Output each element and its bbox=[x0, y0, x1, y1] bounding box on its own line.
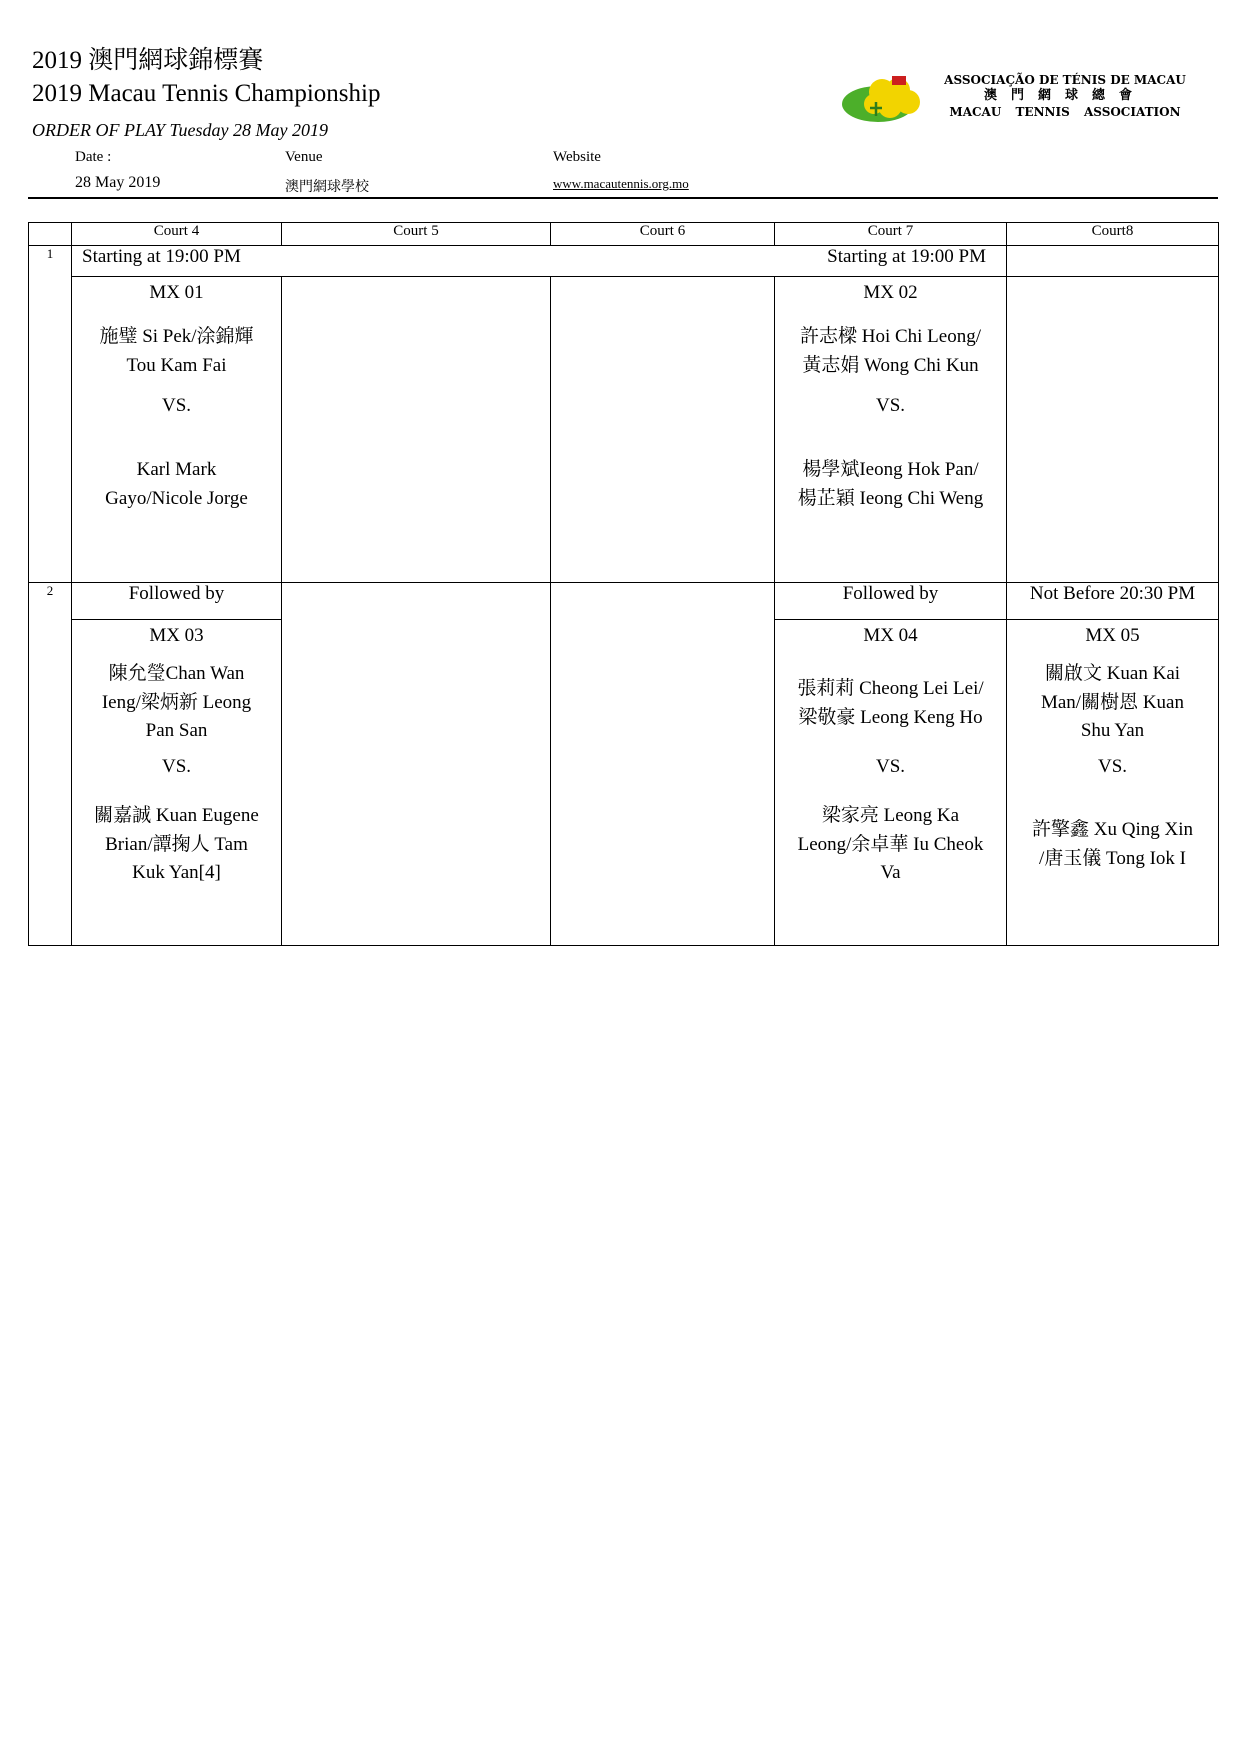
court-6-empty-cell bbox=[551, 583, 775, 946]
team1-line2: 黃志娟 Wong Chi Kun bbox=[802, 355, 979, 376]
match-code: MX 03 bbox=[149, 625, 204, 646]
team1-line1: 施璧 Si Pek/涂錦輝 bbox=[99, 326, 254, 347]
team1-line2: 梁敬豪 Leong Keng Ho bbox=[798, 707, 983, 728]
order-of-play-heading: ORDER OF PLAY Tuesday 28 May 2019 bbox=[32, 120, 328, 140]
versus-label: VS. bbox=[161, 756, 192, 777]
team2-line1: Karl Mark bbox=[136, 459, 217, 480]
court-8-not-before: Not Before 20:30 PM bbox=[1007, 583, 1219, 620]
versus-label: VS. bbox=[161, 395, 192, 416]
venue-label: Venue bbox=[285, 149, 323, 165]
team1-line1: 關啟文 Kuan Kai bbox=[1044, 663, 1181, 684]
team1-line1: 張莉莉 Cheong Lei Lei/ bbox=[797, 678, 984, 699]
association-logo-icon bbox=[838, 68, 938, 124]
date-label: Date : bbox=[75, 149, 112, 165]
row-1-matches bbox=[29, 277, 1219, 583]
match-cell-mx05 bbox=[1007, 620, 1219, 946]
match-cell-mx01 bbox=[72, 277, 282, 583]
match-code: MX 02 bbox=[863, 282, 918, 303]
match-cell-mx04 bbox=[775, 620, 1007, 946]
association-name-en: MACAU TENNIS ASSOCIATION bbox=[949, 105, 1181, 119]
team2-line3: Kuk Yan[4] bbox=[132, 862, 221, 883]
order-of-play-table bbox=[28, 222, 1219, 946]
versus-label: VS. bbox=[875, 395, 906, 416]
website-link[interactable]: www.macautennis.org.mo bbox=[553, 176, 689, 191]
team2-line2: /唐玉儀 Tong Iok I bbox=[1039, 848, 1186, 869]
team2-line3: Va bbox=[880, 862, 901, 883]
match-code: MX 05 bbox=[1085, 625, 1140, 646]
team2-line1: 許擎鑫 Xu Qing Xin bbox=[1032, 819, 1193, 840]
team2-line1: 關嘉誠 Kuan Eugene bbox=[94, 805, 259, 826]
court-7-header: Court 7 bbox=[775, 223, 1007, 246]
team1-line1: 許志樑 Hoi Chi Leong/ bbox=[799, 326, 982, 347]
team1-line2: Man/關樹恩 Kuan bbox=[1040, 692, 1184, 713]
court-8-header: Court8 bbox=[1007, 223, 1219, 246]
team1-line1: 陳允瑩Chan Wan bbox=[108, 663, 245, 684]
match-code: MX 04 bbox=[863, 625, 918, 646]
row-1-start-bar bbox=[72, 246, 1007, 277]
team2-line2: Brian/譚掬人 Tam bbox=[105, 834, 248, 855]
association-name bbox=[940, 72, 1190, 120]
court-8-empty-cell bbox=[1007, 277, 1219, 583]
team2-line1: 楊學斌Ieong Hok Pan/ bbox=[802, 459, 979, 480]
court-5-header: Court 5 bbox=[282, 223, 551, 246]
team1-line2: Tou Kam Fai bbox=[126, 355, 227, 376]
row-2-bar bbox=[29, 583, 1219, 620]
court-5-empty-cell bbox=[282, 277, 551, 583]
row-number: 1 bbox=[29, 246, 72, 583]
team1-line2: Ieng/梁炳新 Leong bbox=[101, 692, 252, 713]
court-6-empty-cell bbox=[551, 277, 775, 583]
court-6-header: Court 6 bbox=[551, 223, 775, 246]
venue-value: 澳門網球學校 bbox=[285, 180, 369, 195]
team2-line1: 梁家亮 Leong Ka bbox=[821, 805, 960, 826]
association-name-pt: ASSOCIAÇÃO DE TÉNIS DE MACAU bbox=[944, 73, 1186, 87]
team1-line3: Pan San bbox=[145, 720, 208, 741]
match-cell-mx02 bbox=[775, 277, 1007, 583]
website-label: Website bbox=[553, 149, 601, 165]
row-1-bar bbox=[29, 246, 1219, 277]
row-number: 2 bbox=[29, 583, 72, 946]
versus-label: VS. bbox=[1097, 756, 1128, 777]
court-header-row bbox=[29, 223, 1219, 246]
association-name-zh: 澳門網球總會 bbox=[983, 88, 1146, 103]
corner-cell bbox=[29, 223, 72, 246]
header-divider bbox=[28, 197, 1218, 199]
court-8-empty-bar bbox=[1007, 246, 1219, 277]
team2-line2: Leong/余卓華 Iu Cheok bbox=[797, 834, 984, 855]
match-code: MX 01 bbox=[149, 282, 204, 303]
versus-label: VS. bbox=[875, 756, 906, 777]
date-value: 28 May 2019 bbox=[75, 174, 161, 191]
title-english: 2019 Macau Tennis Championship bbox=[32, 80, 381, 107]
team2-line2: Gayo/Nicole Jorge bbox=[105, 488, 248, 509]
team1-line3: Shu Yan bbox=[1080, 720, 1145, 741]
court-4-header: Court 4 bbox=[72, 223, 282, 246]
court-4-start-time: Starting at 19:00 PM bbox=[82, 246, 241, 267]
team2-line2: 楊芷穎 Ieong Chi Weng bbox=[797, 488, 984, 509]
court-5-empty-cell bbox=[282, 583, 551, 946]
court-7-start-time: Starting at 19:00 PM bbox=[827, 246, 986, 267]
court-7-followed-by: Followed by bbox=[775, 583, 1007, 620]
court-4-followed-by: Followed by bbox=[72, 583, 282, 620]
title-chinese: 2019 澳門網球錦標賽 bbox=[32, 47, 264, 74]
match-cell-mx03 bbox=[72, 620, 282, 946]
